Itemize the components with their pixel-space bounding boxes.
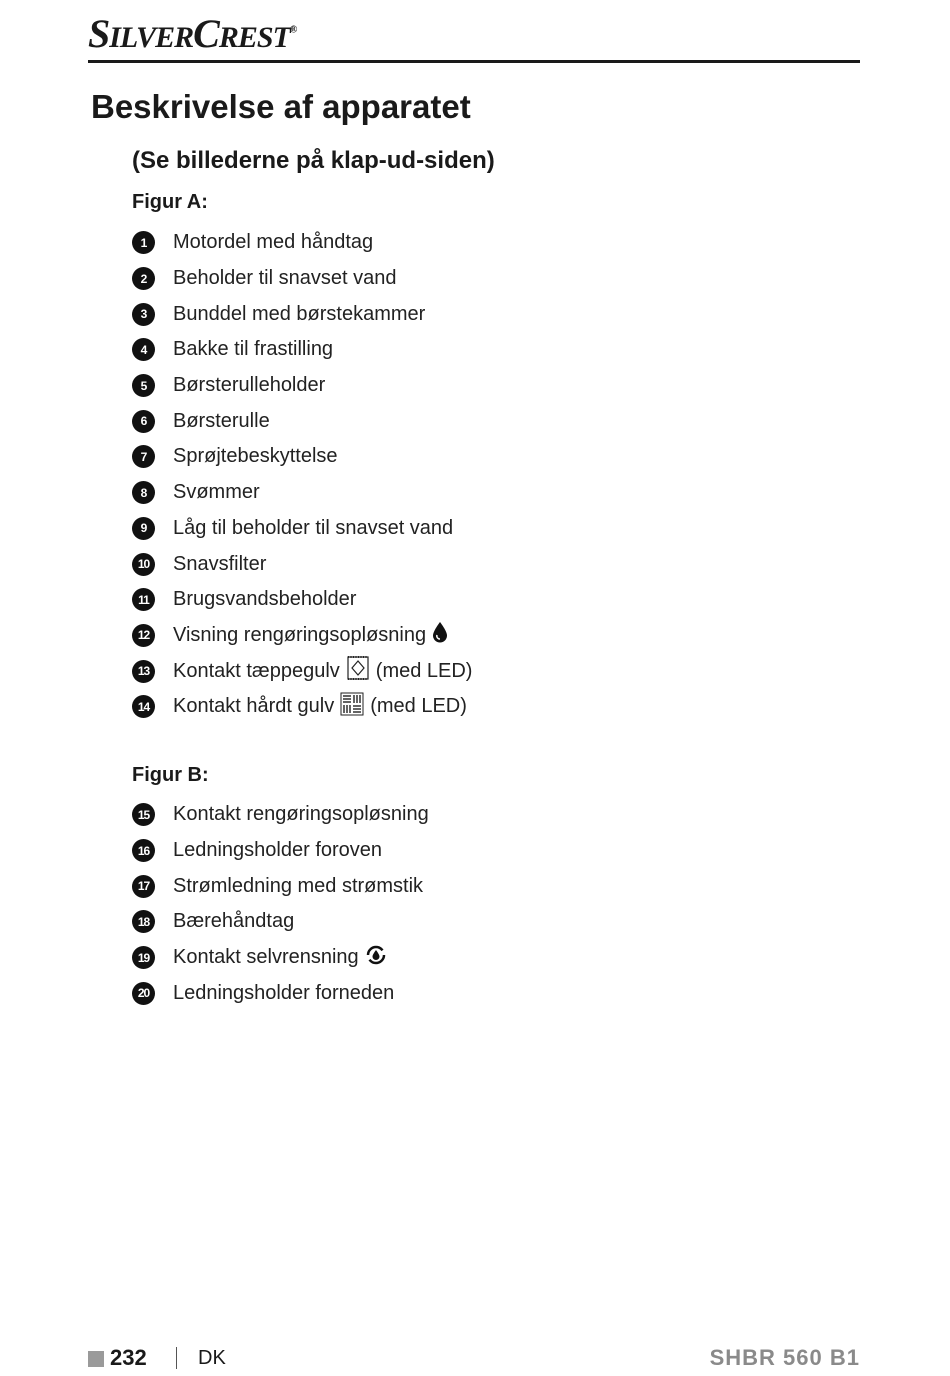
item-suffix: (med LED) (370, 695, 467, 718)
item-number-badge: 20 (132, 982, 155, 1005)
item-label: Ledningsholder forneden (173, 981, 395, 1004)
item-number-badge: 15 (132, 803, 155, 826)
list-item (132, 618, 472, 654)
item-number-badge: 5 (132, 374, 155, 397)
item-number-badge: 10 (132, 553, 155, 576)
model-number: SHBR 560 B1 (709, 1345, 860, 1370)
list-item (132, 403, 472, 439)
item-number-badge: 12 (132, 624, 155, 647)
figure-a-list (132, 225, 472, 725)
item-label: Ledningsholder foroven (173, 839, 383, 862)
list-item (132, 439, 472, 475)
list-item (132, 511, 472, 547)
list-item (132, 368, 472, 404)
brand-logo: SILVERCREST® (88, 11, 297, 56)
carpet-icon (346, 655, 370, 687)
footer-divider (176, 1347, 177, 1369)
item-label: Bunddel med børstekammer (173, 302, 426, 325)
item-number-badge: 14 (132, 695, 155, 718)
self-clean-icon (365, 944, 387, 972)
item-label: Motordel med håndtag (173, 231, 374, 254)
item-label: Kontakt tæppegulv (173, 659, 340, 682)
list-item (132, 475, 472, 511)
item-number-badge: 16 (132, 839, 155, 862)
item-label: Børsterulleholder (173, 374, 326, 397)
list-item (132, 975, 429, 1011)
item-number-badge: 19 (132, 946, 155, 969)
page-number: 232 (110, 1345, 147, 1370)
item-number-badge: 4 (132, 338, 155, 361)
list-item (132, 546, 472, 582)
figure-b-list (132, 797, 429, 1011)
page-subtitle: (Se billederne på klap-ud-siden) (132, 147, 495, 174)
language-code: DK (198, 1347, 226, 1369)
list-item (132, 225, 472, 261)
item-label: Bærehåndtag (173, 910, 295, 933)
figure-a-label: Figur A: (132, 191, 208, 213)
item-number-badge: 17 (132, 875, 155, 898)
item-number-badge: 9 (132, 517, 155, 540)
page-header (88, 8, 860, 63)
item-number-badge: 3 (132, 303, 155, 326)
item-number-badge: 7 (132, 445, 155, 468)
item-label: Svømmer (173, 481, 260, 504)
item-label: Strømledning med strømstik (173, 874, 424, 897)
item-label: Børsterulle (173, 409, 270, 432)
item-number-badge: 6 (132, 410, 155, 433)
item-label: Kontakt selvrensning (173, 946, 359, 969)
item-label: Låg til beholder til snavset vand (173, 516, 454, 539)
list-item (132, 940, 429, 976)
item-label: Visning rengøringsopløsning (173, 623, 427, 646)
list-item (132, 296, 472, 332)
list-item (132, 261, 472, 297)
hard-floor-icon (340, 692, 364, 722)
item-label: Kontakt rengøringsopløsning (173, 803, 429, 826)
item-label: Snavsfilter (173, 552, 267, 575)
list-item (132, 689, 472, 725)
item-suffix: (med LED) (375, 659, 473, 682)
item-label: Brugsvandsbeholder (173, 588, 357, 611)
item-label: Bakke til frastilling (173, 338, 334, 361)
page-footer (88, 1344, 860, 1376)
list-item (132, 868, 429, 904)
item-number-badge: 8 (132, 481, 155, 504)
item-label: Kontakt hårdt gulv (173, 695, 335, 718)
list-item (132, 833, 429, 869)
list-item (132, 797, 429, 833)
list-item (132, 582, 472, 618)
item-number-badge: 11 (132, 588, 155, 611)
item-number-badge: 18 (132, 910, 155, 933)
item-number-badge: 1 (132, 231, 155, 254)
item-label: Beholder til snavset vand (173, 267, 397, 290)
item-number-badge: 2 (132, 267, 155, 290)
drop-icon (432, 621, 448, 649)
figure-b-label: Figur B: (132, 764, 209, 786)
page-title: Beskrivelse af apparatet (91, 88, 471, 125)
list-item (132, 653, 472, 689)
list-item (132, 904, 429, 940)
item-label: Sprøjtebeskyttelse (173, 445, 338, 468)
item-number-badge: 13 (132, 660, 155, 683)
footer-square (88, 1351, 104, 1367)
list-item (132, 332, 472, 368)
